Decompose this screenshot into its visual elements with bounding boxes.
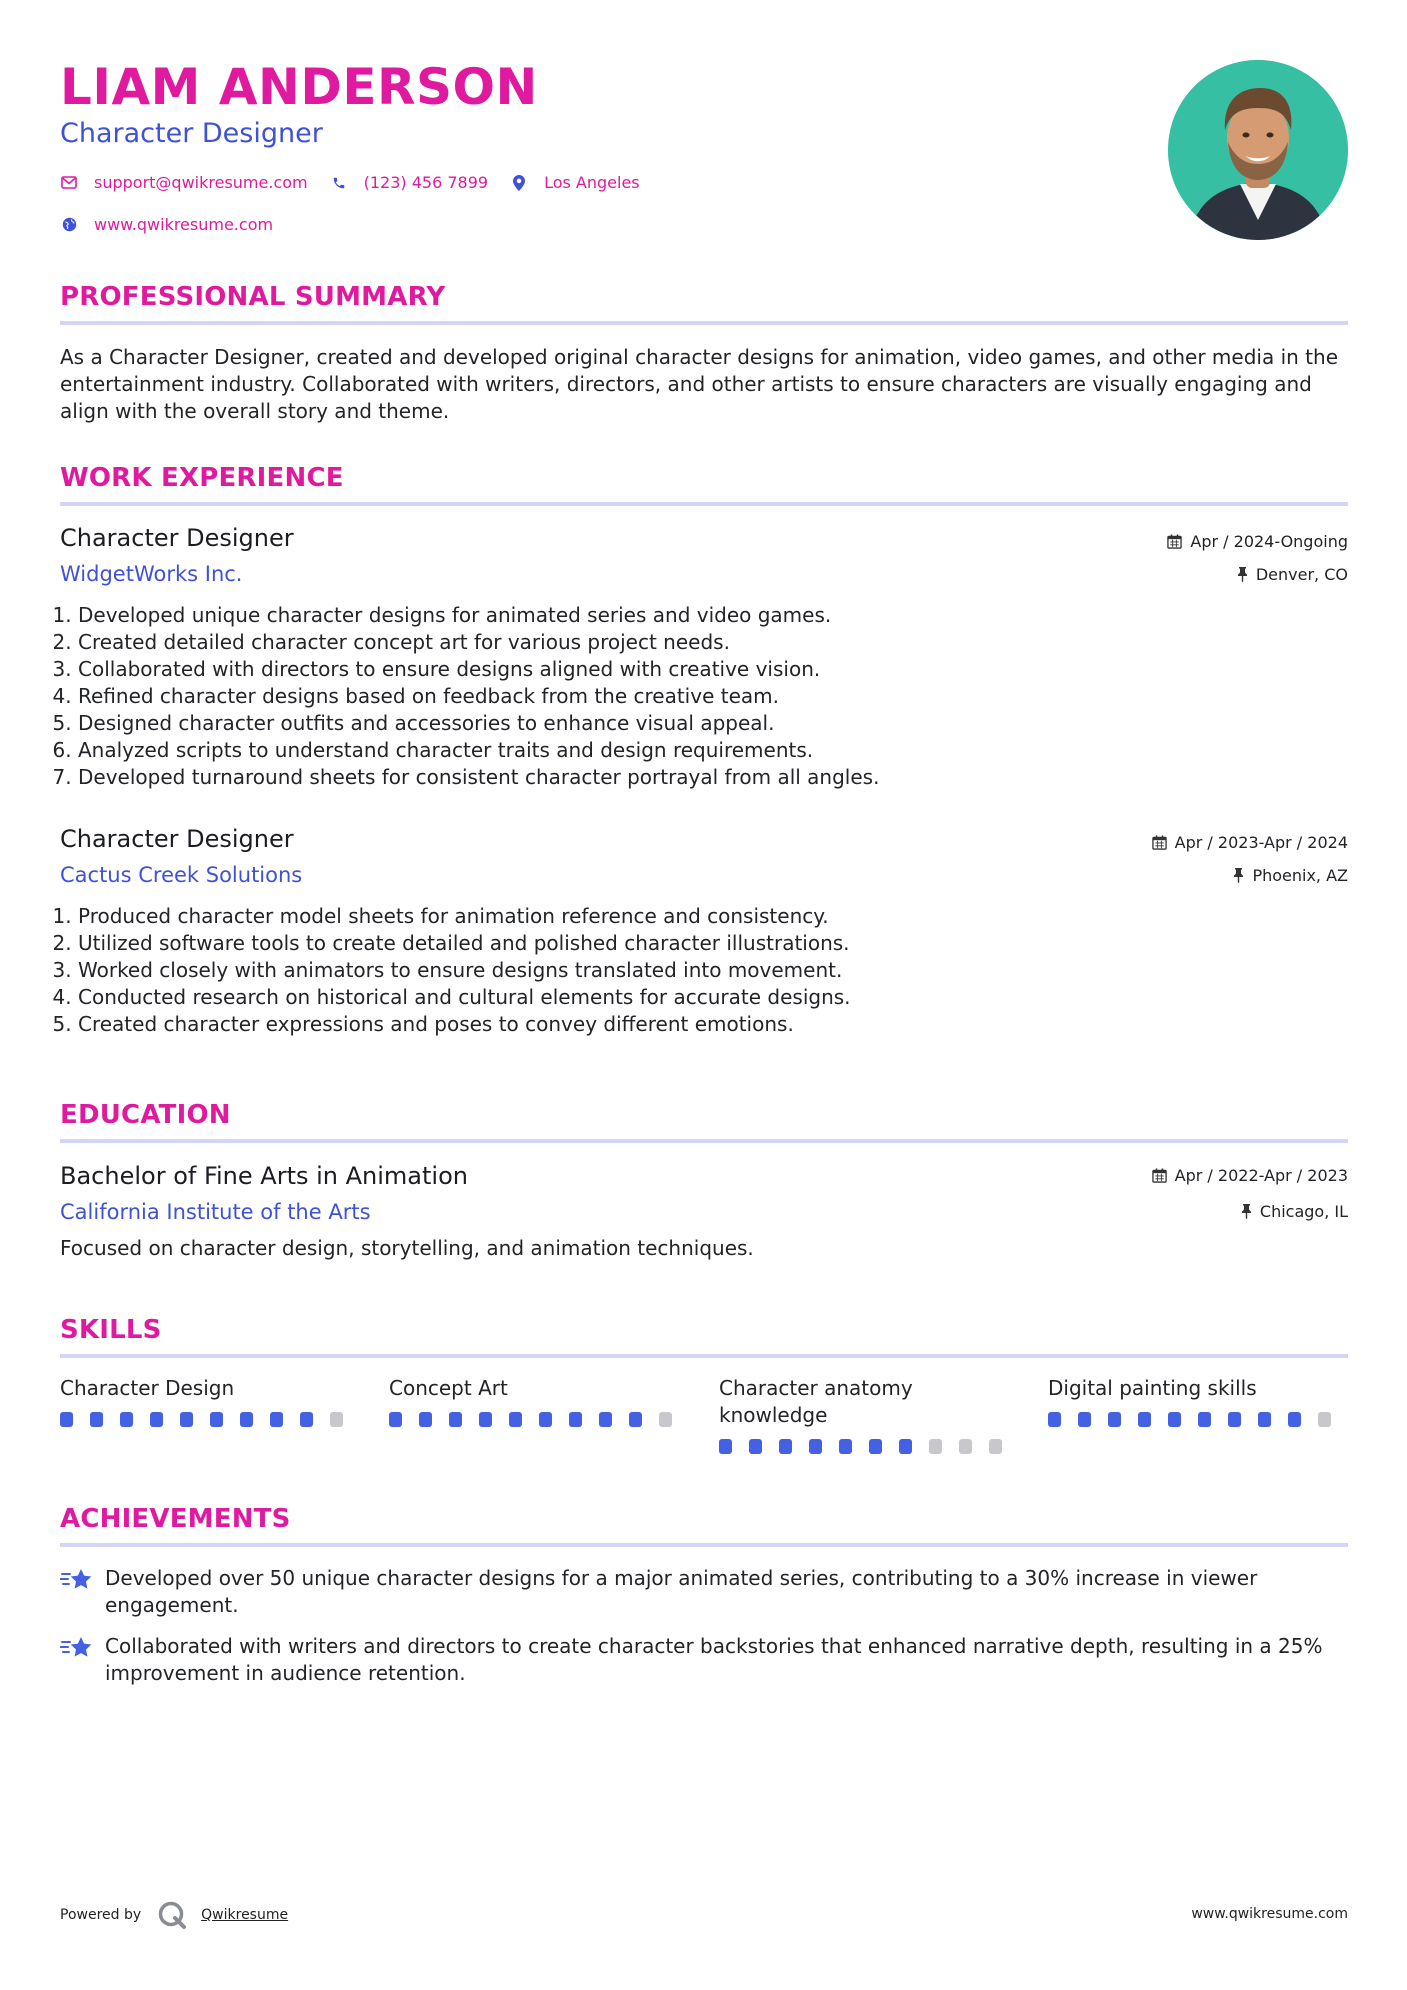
list-item: 5. Created character expressions and poses to convey different emotions. <box>78 1011 1278 1038</box>
rating-dot-filled <box>509 1412 522 1427</box>
calendar-icon <box>1152 1168 1167 1183</box>
company-name: Cactus Creek Solutions <box>60 863 303 887</box>
phone-icon <box>330 174 348 192</box>
job-location <box>1233 866 1348 885</box>
list-item: 7. Developed turnaround sheets for consistent character portrayal from all angles. <box>78 764 1278 791</box>
rating-dot-filled <box>90 1412 103 1427</box>
rating-dot-filled <box>899 1439 912 1454</box>
education-description: Focused on character design, storytelling, and animation techniques. <box>60 1236 754 1260</box>
contact-location <box>510 173 640 192</box>
rating-dot-filled <box>300 1412 313 1427</box>
rating-dot-filled <box>449 1412 462 1427</box>
powered-by-label: Powered by <box>60 1907 142 1923</box>
education-heading: EDUCATION <box>60 1100 231 1130</box>
list-item: 4. Refined character designs based on feedback from the creative team. <box>78 683 1278 710</box>
envelope-icon <box>60 174 78 192</box>
rating-dot-filled <box>539 1412 552 1427</box>
contact-row-website <box>60 215 295 234</box>
rating-dot-empty <box>330 1412 343 1427</box>
rating-dot-filled <box>839 1439 852 1454</box>
rating-dot-filled <box>180 1412 193 1427</box>
profile-photo <box>1168 60 1348 240</box>
list-item: 1. Developed unique character designs for animated series and video games. <box>78 602 1278 629</box>
rating-dot-empty <box>929 1439 942 1454</box>
experience-heading: WORK EXPERIENCE <box>60 463 344 493</box>
location-text: Chicago, IL <box>1259 1202 1348 1221</box>
candidate-role: Character Designer <box>60 118 323 149</box>
list-item: 1. Produced character model sheets for animation reference and consistency. <box>78 903 1278 930</box>
school-name: California Institute of the Arts <box>60 1200 371 1224</box>
achievement-item <box>60 1633 1350 1687</box>
rating-dot-empty <box>989 1439 1002 1454</box>
skill-name: Digital painting skills <box>1048 1376 1257 1400</box>
list-item: 4. Conducted research on historical and cultural elements for accurate designs. <box>78 984 1278 1011</box>
rating-dot-filled <box>599 1412 612 1427</box>
contact-website[interactable] <box>60 215 273 234</box>
rating-dot-filled <box>240 1412 253 1427</box>
degree-title: Bachelor of Fine Arts in Animation <box>60 1162 468 1190</box>
footer-branding <box>60 1900 288 1930</box>
rating-dot-empty <box>959 1439 972 1454</box>
star-icon <box>60 1633 94 1687</box>
candidate-name: LIAM ANDERSON <box>60 58 538 116</box>
rating-dot-filled <box>569 1412 582 1427</box>
brand-link[interactable]: Qwikresume <box>201 1907 289 1923</box>
rating-dot-filled <box>1108 1412 1121 1427</box>
rating-dot-filled <box>719 1439 732 1454</box>
skills-heading: SKILLS <box>60 1315 162 1345</box>
rating-dot-filled <box>1258 1412 1271 1427</box>
education-location <box>1241 1202 1348 1221</box>
contact-row <box>60 173 662 192</box>
skill-name: Character Design <box>60 1376 235 1400</box>
skill-rating <box>719 1439 1019 1454</box>
rating-dot-filled <box>419 1412 432 1427</box>
job-dates <box>1167 532 1348 551</box>
location-text: Denver, CO <box>1255 565 1348 584</box>
pin-icon <box>1237 567 1248 582</box>
rating-dot-filled <box>749 1439 762 1454</box>
rating-dot-empty <box>659 1412 672 1427</box>
summary-text: As a Character Designer, created and developed original character designs for animation, video games, and other media in the entertainment industry. Collaborated with writers, directors, and other artists to ensure characters are visually engaging and align with the overall story and theme. <box>60 345 1338 423</box>
contact-phone[interactable] <box>330 173 488 192</box>
company-name: WidgetWorks Inc. <box>60 562 243 586</box>
skill-item <box>719 1375 1019 1454</box>
section-divider <box>60 1139 1348 1143</box>
rating-dot-filled <box>1168 1412 1181 1427</box>
rating-dot-filled <box>150 1412 163 1427</box>
rating-dot-filled <box>629 1412 642 1427</box>
skill-item <box>389 1375 689 1427</box>
rating-dot-filled <box>60 1412 73 1427</box>
rating-dot-filled <box>210 1412 223 1427</box>
contact-email[interactable] <box>60 173 308 192</box>
website-text: www.qwikresume.com <box>94 215 274 234</box>
job-title: Character Designer <box>60 524 294 552</box>
section-divider <box>60 502 1348 506</box>
calendar-icon <box>1167 534 1182 549</box>
email-text: support@qwikresume.com <box>94 173 308 192</box>
skill-rating <box>60 1412 360 1427</box>
education-dates <box>1152 1166 1348 1185</box>
summary-heading: PROFESSIONAL SUMMARY <box>60 282 446 312</box>
rating-dot-filled <box>1228 1412 1241 1427</box>
calendar-icon <box>1152 835 1167 850</box>
pin-icon <box>1233 868 1244 883</box>
rating-dot-empty <box>1318 1412 1331 1427</box>
location-text: Los Angeles <box>544 173 640 192</box>
list-item: 3. Worked closely with animators to ensure designs translated into movement. <box>78 957 1278 984</box>
skill-rating <box>1048 1412 1348 1427</box>
map-pin-icon <box>510 174 528 192</box>
rating-dot-filled <box>1048 1412 1061 1427</box>
list-item: 3. Collaborated with directors to ensure designs aligned with creative vision. <box>78 656 1278 683</box>
achievement-text: Collaborated with writers and directors to create character backstories that enhanced narrative depth, resulting in a 25% improvement in audience retention. <box>105 1634 1323 1685</box>
phone-text: (123) 456 7899 <box>363 173 489 192</box>
skill-name: Concept Art <box>389 1376 508 1400</box>
skill-item <box>1048 1375 1348 1427</box>
job-dates <box>1152 833 1348 852</box>
rating-dot-filled <box>479 1412 492 1427</box>
dates-text: Apr / 2023-Apr / 2024 <box>1174 833 1348 852</box>
job-responsibilities <box>52 602 1278 791</box>
skill-name: Character anatomy knowledge <box>719 1376 913 1427</box>
job-responsibilities <box>52 903 1278 1038</box>
dates-text: Apr / 2024-Ongoing <box>1190 532 1348 551</box>
achievement-text: Developed over 50 unique character designs for a major animated series, contributing to a 30% increase in viewer engagement. <box>105 1566 1258 1617</box>
rating-dot-filled <box>1198 1412 1211 1427</box>
rating-dot-filled <box>869 1439 882 1454</box>
footer-website-link[interactable]: www.qwikresume.com <box>1191 1906 1348 1922</box>
qwikresume-logo-icon <box>157 1900 187 1930</box>
section-divider <box>60 1354 1348 1358</box>
rating-dot-filled <box>389 1412 402 1427</box>
section-divider <box>60 321 1348 325</box>
list-item: 6. Analyzed scripts to understand character traits and design requirements. <box>78 737 1278 764</box>
location-text: Phoenix, AZ <box>1252 866 1348 885</box>
job-title: Character Designer <box>60 825 294 853</box>
skill-rating <box>389 1412 689 1427</box>
rating-dot-filled <box>1078 1412 1091 1427</box>
rating-dot-filled <box>1138 1412 1151 1427</box>
achievement-item <box>60 1565 1350 1619</box>
globe-icon <box>60 216 78 234</box>
rating-dot-filled <box>270 1412 283 1427</box>
rating-dot-filled <box>779 1439 792 1454</box>
list-item: 2. Created detailed character concept art for various project needs. <box>78 629 1278 656</box>
dates-text: Apr / 2022-Apr / 2023 <box>1174 1166 1348 1185</box>
list-item: 5. Designed character outfits and accessories to enhance visual appeal. <box>78 710 1278 737</box>
rating-dot-filled <box>1288 1412 1301 1427</box>
job-location <box>1237 565 1348 584</box>
rating-dot-filled <box>120 1412 133 1427</box>
list-item: 2. Utilized software tools to create detailed and polished character illustrations. <box>78 930 1278 957</box>
achievements-heading: ACHIEVEMENTS <box>60 1504 291 1534</box>
rating-dot-filled <box>809 1439 822 1454</box>
skill-item <box>60 1375 360 1427</box>
pin-icon <box>1241 1204 1252 1219</box>
section-divider <box>60 1543 1348 1547</box>
star-icon <box>60 1565 94 1619</box>
